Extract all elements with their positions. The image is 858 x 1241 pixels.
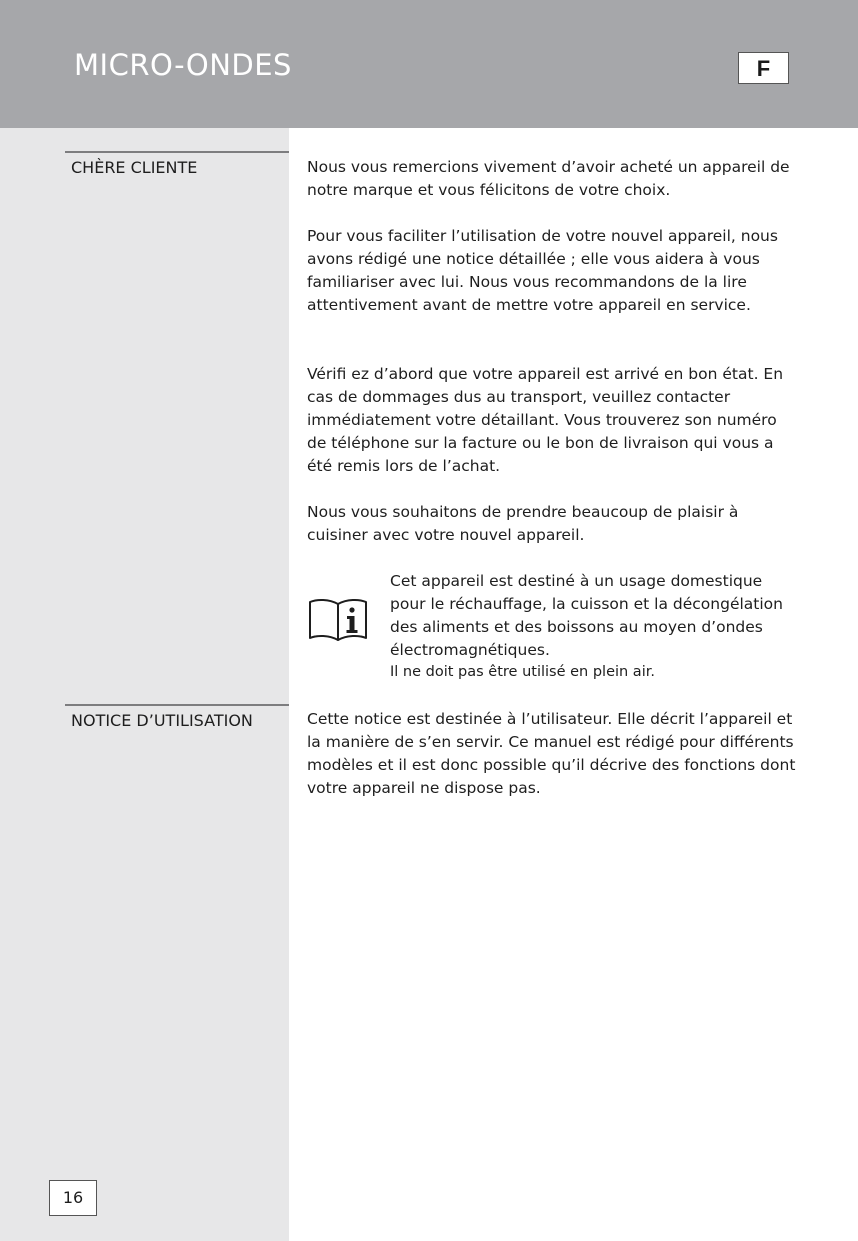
paragraph-manual-intro: Pour vous faciliter l’utilisation de votre nouvel appareil, nous avons rédigé une notice détaillée ; elle vous aidera à vous familiariser avec lui. Nous vous recommandons de la lire attentivement avant de mettre votre appareil en service. bbox=[307, 227, 778, 314]
info-box-text: Cet appareil est destiné à un usage domestique pour le réchauffage, la cuisson et la décongélation des aliments et des boissons au moyen d’ondes électromagnétiques. bbox=[390, 572, 783, 659]
language-badge: F bbox=[738, 52, 789, 84]
paragraph-check-condition: Vérifi ez d’abord que votre appareil est arrivé en bon état. En cas de dommages dus au transport, veuillez contacter immédiatement votre détaillant. Vous trouverez son numéro de téléphone sur la facture ou le bon de livraison qui vous a été remis lors de l’achat. bbox=[307, 365, 784, 475]
section-label-chere-cliente: CHÈRE CLIENTE bbox=[65, 151, 289, 179]
left-sidebar bbox=[0, 128, 289, 1241]
paragraph-thanks: Nous vous remercions vivement d’avoir acheté un appareil de notre marque et vous félicitons de votre choix. bbox=[307, 158, 790, 199]
page-number: 16 bbox=[49, 1180, 97, 1216]
manual-info-icon bbox=[307, 596, 369, 642]
paragraph-notice: Cette notice est destinée à l’utilisateur. Elle décrit l’appareil et la manière de s’en servir. Ce manuel est rédigé pour différents modèles et il est donc possible qu’il décrive des fonctions dont votre appareil ne dispose pas. bbox=[307, 710, 796, 797]
paragraph-enjoy: Nous vous souhaitons de prendre beaucoup de plaisir à cuisiner avec votre nouvel appareil. bbox=[307, 503, 739, 544]
info-box-note: Il ne doit pas être utilisé en plein air. bbox=[390, 664, 655, 680]
section-label-notice: NOTICE D’UTILISATION bbox=[65, 704, 289, 732]
page-title: MICRO-ONDES bbox=[74, 48, 292, 82]
page-header bbox=[0, 0, 858, 128]
